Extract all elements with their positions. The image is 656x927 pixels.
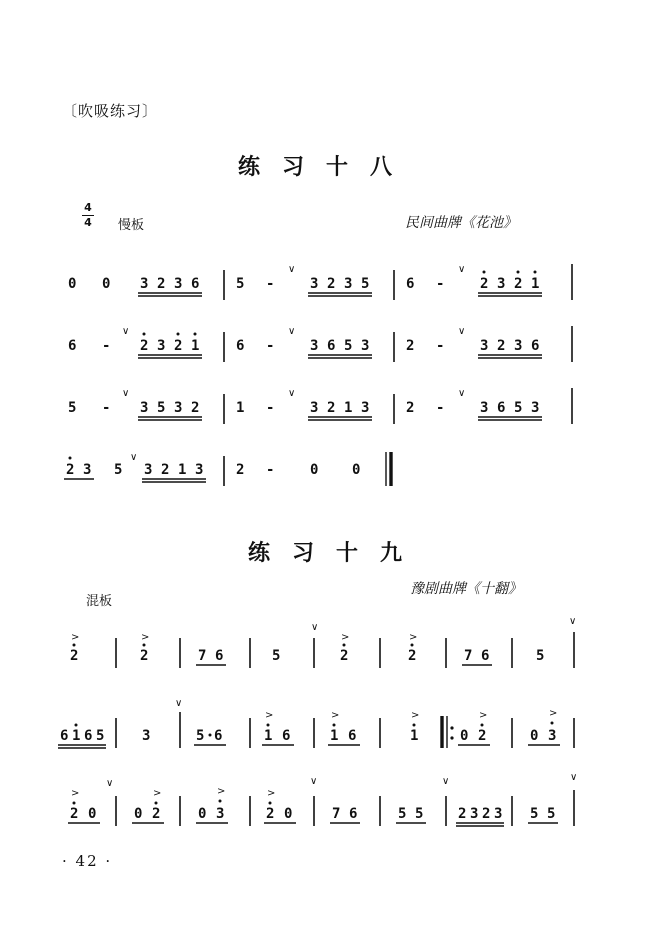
accent-mark: >	[141, 632, 150, 643]
note: 5	[514, 400, 523, 416]
octave-dot	[73, 644, 76, 647]
note: 2	[157, 276, 166, 292]
exercise-19-tempo: 混板	[86, 594, 113, 609]
accent-mark: >	[479, 710, 488, 721]
octave-dot	[481, 724, 484, 727]
note: 6	[214, 728, 223, 744]
note: 5	[157, 400, 166, 416]
note: 0	[68, 276, 77, 292]
octave-dot	[411, 644, 414, 647]
note: 1	[264, 728, 273, 744]
exercise-19-source: 豫剧曲牌《十翻》	[410, 581, 522, 597]
note: 2	[152, 806, 161, 822]
ex18-row-2	[60, 324, 590, 368]
note: -	[102, 338, 111, 354]
note: 3	[480, 338, 489, 354]
octave-dot	[155, 802, 158, 805]
octave-dot	[267, 724, 270, 727]
breath-mark: ∨	[458, 326, 466, 337]
octave-dot	[413, 724, 416, 727]
note: 1	[178, 462, 187, 478]
note: 3	[174, 276, 183, 292]
note: 2	[482, 806, 491, 822]
breath-mark: ∨	[288, 326, 296, 337]
note: 2	[70, 806, 79, 822]
note: 1	[191, 338, 200, 354]
note: 3	[83, 462, 92, 478]
note: 1	[72, 728, 81, 744]
note: -	[266, 462, 275, 478]
note: 2	[191, 400, 200, 416]
octave-dot	[517, 271, 520, 274]
octave-dot	[73, 802, 76, 805]
breath-mark: ∨	[122, 326, 130, 337]
note: 5	[344, 338, 353, 354]
ex19-row-1	[60, 616, 590, 674]
octave-dot	[143, 644, 146, 647]
note: 3	[310, 276, 319, 292]
note: 0	[102, 276, 111, 292]
ex18-row-2-notation	[60, 324, 590, 368]
accent-mark: >	[411, 710, 420, 721]
ex19-row-3-notation	[60, 772, 590, 832]
note: 5	[415, 806, 424, 822]
note: 3	[174, 400, 183, 416]
note: 2	[458, 806, 467, 822]
note: 2	[497, 338, 506, 354]
section-label: 〔吹吸练习〕	[62, 102, 159, 120]
note: 7	[464, 648, 473, 664]
accent-mark: >	[71, 632, 80, 643]
octave-dot	[143, 333, 146, 336]
note: 5	[361, 276, 370, 292]
note: 1	[410, 728, 419, 744]
note: 2	[340, 648, 349, 664]
note: 5	[272, 648, 281, 664]
note: 5	[536, 648, 545, 664]
note: 2	[514, 276, 523, 292]
note: 6	[68, 338, 77, 354]
note: 3	[144, 462, 153, 478]
note: 1	[236, 400, 245, 416]
breath-mark: ∨	[310, 776, 318, 787]
note: 3	[480, 400, 489, 416]
octave-dot	[69, 457, 72, 460]
note: 3	[514, 338, 523, 354]
note: 6	[497, 400, 506, 416]
note: 6	[60, 728, 69, 744]
note: 1	[344, 400, 353, 416]
exercise-18-tempo: 慢板	[118, 218, 145, 233]
note: 3	[195, 462, 204, 478]
time-signature	[82, 202, 94, 229]
note: 3	[310, 400, 319, 416]
note: 3	[216, 806, 225, 822]
note: 1	[531, 276, 540, 292]
note: 7	[198, 648, 207, 664]
octave-dot	[483, 271, 486, 274]
note: 6	[84, 728, 93, 744]
note: 2	[480, 276, 489, 292]
accent-mark: >	[217, 786, 226, 797]
note: 3	[548, 728, 557, 744]
breath-mark: ∨	[311, 622, 319, 633]
note: 3	[142, 728, 151, 744]
note: 0	[134, 806, 143, 822]
breath-mark: ∨	[122, 388, 130, 399]
note: -	[266, 276, 275, 292]
repeat-dot	[450, 736, 453, 739]
note: 0	[352, 462, 361, 478]
ex19-row-2-notation	[60, 698, 590, 754]
note: -	[266, 400, 275, 416]
note: 6	[406, 276, 415, 292]
note: 5	[114, 462, 123, 478]
breath-mark: ∨	[175, 698, 183, 709]
repeat-dot	[450, 726, 453, 729]
ex18-row-4	[60, 448, 590, 492]
note: 2	[140, 648, 149, 664]
octave-dot	[269, 802, 272, 805]
dot	[209, 734, 212, 737]
octave-dot	[551, 722, 554, 725]
note: -	[436, 338, 445, 354]
note: 6	[236, 338, 245, 354]
note: 3	[140, 400, 149, 416]
ex19-row-1-notation	[60, 616, 590, 674]
accent-mark: >	[267, 788, 276, 799]
note: 3	[310, 338, 319, 354]
note: 6	[215, 648, 224, 664]
breath-mark: ∨	[106, 778, 114, 789]
note: 3	[497, 276, 506, 292]
note: -	[436, 276, 445, 292]
octave-dot	[219, 800, 222, 803]
note: 2	[406, 338, 415, 354]
breath-mark: ∨	[288, 388, 296, 399]
breath-mark: ∨	[458, 388, 466, 399]
note: 2	[161, 462, 170, 478]
note: 7	[332, 806, 341, 822]
note: 2	[70, 648, 79, 664]
note: 2	[140, 338, 149, 354]
note: 3	[361, 400, 370, 416]
note: 6	[191, 276, 200, 292]
note: 0	[460, 728, 469, 744]
ex18-row-4-notation	[60, 448, 590, 492]
ex18-row-1-notation	[60, 262, 590, 306]
note: 2	[174, 338, 183, 354]
note: 5	[530, 806, 539, 822]
time-signature-bottom: 4	[84, 216, 92, 229]
note: -	[266, 338, 275, 354]
note: 3	[344, 276, 353, 292]
accent-mark: >	[331, 710, 340, 721]
accent-mark: >	[265, 710, 274, 721]
note: 2	[408, 648, 417, 664]
note: 0	[198, 806, 207, 822]
accent-mark: >	[71, 788, 80, 799]
note: -	[102, 400, 111, 416]
note: 2	[327, 276, 336, 292]
octave-dot	[194, 333, 197, 336]
exercise-18-source: 民间曲牌《花池》	[405, 215, 517, 231]
note: 3	[470, 806, 479, 822]
note: 2	[236, 462, 245, 478]
note: 0	[310, 462, 319, 478]
octave-dot	[177, 333, 180, 336]
note: 5	[547, 806, 556, 822]
note: 3	[531, 400, 540, 416]
note: 6	[349, 806, 358, 822]
note: 6	[348, 728, 357, 744]
note: 6	[481, 648, 490, 664]
breath-mark: ∨	[130, 452, 138, 463]
ex19-row-3	[60, 772, 590, 832]
octave-dot	[534, 271, 537, 274]
note: 5	[236, 276, 245, 292]
ex18-row-3-notation	[60, 386, 590, 430]
ex19-row-2	[60, 698, 590, 754]
note: 3	[361, 338, 370, 354]
accent-mark: >	[409, 632, 418, 643]
breath-mark: ∨	[288, 264, 296, 275]
ex18-row-1	[60, 262, 590, 306]
note: 3	[140, 276, 149, 292]
breath-mark: ∨	[570, 772, 578, 783]
note: 1	[330, 728, 339, 744]
note: 6	[327, 338, 336, 354]
octave-dot	[333, 724, 336, 727]
breath-mark: ∨	[458, 264, 466, 275]
note: 6	[531, 338, 540, 354]
note: 5	[96, 728, 105, 744]
note: 2	[66, 462, 75, 478]
note: 6	[282, 728, 291, 744]
breath-mark: ∨	[569, 616, 577, 627]
exercise-18-title: 练习十八	[238, 155, 415, 180]
note: 0	[530, 728, 539, 744]
octave-dot	[75, 724, 78, 727]
breath-mark: ∨	[442, 776, 450, 787]
page-number: · 42 ·	[62, 852, 113, 870]
accent-mark: >	[153, 788, 162, 799]
note: 2	[406, 400, 415, 416]
note: 2	[327, 400, 336, 416]
accent-mark: >	[549, 708, 558, 719]
note: 2	[478, 728, 487, 744]
time-signature-top: 4	[84, 201, 92, 214]
note: 0	[284, 806, 293, 822]
note: 5	[196, 728, 205, 744]
note: 3	[494, 806, 503, 822]
note: 3	[157, 338, 166, 354]
note: -	[436, 400, 445, 416]
note: 5	[398, 806, 407, 822]
note: 2	[266, 806, 275, 822]
note: 0	[88, 806, 97, 822]
accent-mark: >	[341, 632, 350, 643]
note: 5	[68, 400, 77, 416]
octave-dot	[343, 644, 346, 647]
ex18-row-3	[60, 386, 590, 430]
exercise-19-title: 练习十九	[248, 541, 425, 566]
